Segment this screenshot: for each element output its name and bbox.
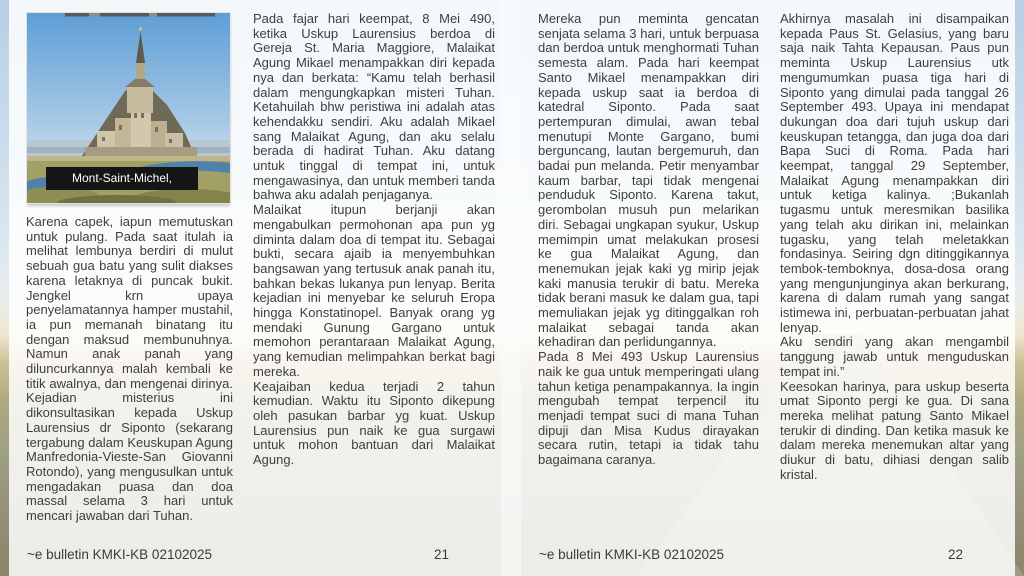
page22-columns [538,12,1009,538]
page21-column-1 [26,12,233,538]
paragraph: Pada 8 Mei 493 Uskup Laurensius naik ke gua untuk memperingati ulang tahun ketiga penampakannya. Ia ingin mengubah tempat terpencil itu menjadi tempat suci di mana Tuhan dipuji dan Misa Kudus dirayakan secara rutin, tetapi ia tidak tahu bagaimana caranya. [538,349,759,468]
paragraph: Pada fajar hari keempat, 8 Mei 490, ketika Uskup Laurensius berdoa di Gereja St. Maria Maggiore, Malaikat Agung Mikael menampakkan diri kepada nya dan berkata: “Kamu telah berhasil dalam mengungkapkan misteri Tuhan. Ketahuilah bhw peristiwa ini adalah atas kehendakku sendiri. Aku adalah Mikael sang Malaikat Agung, dan aku selalu berada di hadirat Tuhan. Aku datang untuk tinggal di tempat ini, untuk mengawasinya, dan untuk memberi tanda bahwa aku adalah penjaganya. [253,12,495,203]
page21-column-2 [253,12,495,538]
paragraph: Keajaiban kedua terjadi 2 tahun kemudian. Waktu itu Siponto dikepung oleh pasukan barbar yg kuat. Uskup Laurensius pun naik ke gua surgawi untuk mohon bantuan dari Malaikat Agung. [253,378,495,468]
page-number-21: 21 [433,547,449,562]
page22-column-2 [780,12,1009,538]
page22-column-1 [538,12,759,538]
page21-columns [26,12,495,538]
page21-footer [26,538,495,570]
paragraph: Malaikat itupun berjanji akan mengabulkan permohonan apa pun yg diminta dalam doa di tempat itu. Sebagai bukti, secara ajaib ia menyembuhkan bangsawan yang tertusuk anak panah itu, bahkan bekas lukanya pun lenyap. Berita kejadian ini menyebar ke seluruh Eropa hingga Konstatinopel. Banyak orang yg mendaki Gunung Gargano untuk memohon perantaraan Malaikat Agung, yang kemudian melimpahkan berkat bagi mereka. [253,202,495,379]
page-22 [521,0,1015,576]
page-gutter [501,0,521,576]
paragraph: Mereka pun meminta gencatan senjata selama 3 hari, untuk berpuasa dan berdoa untuk menghormati Tuhan semesta alam. Pada hari keempat Santo Mikael menampakkan diri kepada uskup saat ia berdoa di katedral Siponto. Pada saat pertempuran dimulai, awan tebal menutupi Monte Gargano, bumi berguncang, lautan bergemuruh, dan badai pun melanda. Petir menyambar kaum barbar, tapi tidak mengenai penduduk Siponto. Karena takut, gerombolan musuh pun melarikan diri. Sebagai ungkapan syukur, Uskup memimpin umat melakukan prosesi ke gua Malaikat Agung, dan menemukan jejak kaki yg mirip jejak kaki manusia terukir di batu. Mereka tidak berani masuk ke dalam gua, tapi memuliakan jejak yg ditinggalkan roh malaikat sebagai tanda akan kehadiran dan perlidungannya. [538,12,759,350]
page-number-22: 22 [947,547,963,562]
paragraph: Keesokan harinya, para uskup beserta umat Siponto pergi ke gua. Di sana mereka melihat patung Santo Mikael terukir di dinding. Dan ketika masuk ke dalam mereka menemukan altar yang diukur di batu, dihiasi dengan salib kristal. [780,378,1009,482]
bulletin-id: ~e bulletin KMKI-KB 02102025 [539,547,724,562]
page22-footer [538,538,1009,570]
paragraph: Aku sendiri yang akan mengambil tanggung jawab untuk menguduskan tempat ini.” [780,334,1009,379]
photo-caption: Mont-Saint-Michel, [46,167,198,190]
bulletin-id: ~e bulletin KMKI-KB 02102025 [27,547,212,562]
page-21 [9,0,501,576]
paragraph: Akhirnya masalah ini disampaikan kepada Paus St. Gelasius, yang baru saja naik Tahta Kepausan. Paus pun meminta Uskup Laurensius utk mengumumkan puasa tiga hari di Siponto yang dimulai pada tanggal 26 September 493. Upaya ini mendapat dukungan doa dari tujuh uskup dari keuskupan tetangga, dan juga doa dari Bapa Suci di Roma. Pada hari keempat, tanggal 29 September, Malaikat Agung menampakkan diri untuk ketiga kalinya. ;Bukanlah tugasmu untuk meresmikan basilika yang telah aku dirikan ini, melainkan tugasku, yang telah meletakkan fondasinya. Seiring dgn ditinggikannya tembok-temboknya, dosa-dosa orang yang mengunjunginya akan berkurang, karena di dalam rumah yang sangat istimewa ini, perbuatan-perbuatan jahat lenyap. [780,12,1009,335]
paragraph: Karena capek, iapun memutuskan untuk pulang. Pada saat itulah ia melihat lembunya berdiri di mulut sebuah gua batu yang sulit diakses karena letaknya di puncak bukit. Jengkel krn upaya penyelamatannya hamper mustahil, ia pun memanah binatang itu dengan maksud membunuhnya. Namun anak panah yang diluncurkannya malah kembali ke titik awalnya, dan mengenai dirinya. Kejadian misterius ini dikonsultasikan kepada Uskup Laurensius dr Siponto (sekarang tergabung dalam Keuskupan Agung Manfredonia-Vieste-San Giovanni Rotondo), yang mengusulkan untuk mengadakan puasa dan doa massal selama 3 hari untuk mencari jawaban dari Tuhan. [26,214,233,524]
mont-saint-michel-photo [26,12,231,204]
page21-column1-text [26,215,233,524]
